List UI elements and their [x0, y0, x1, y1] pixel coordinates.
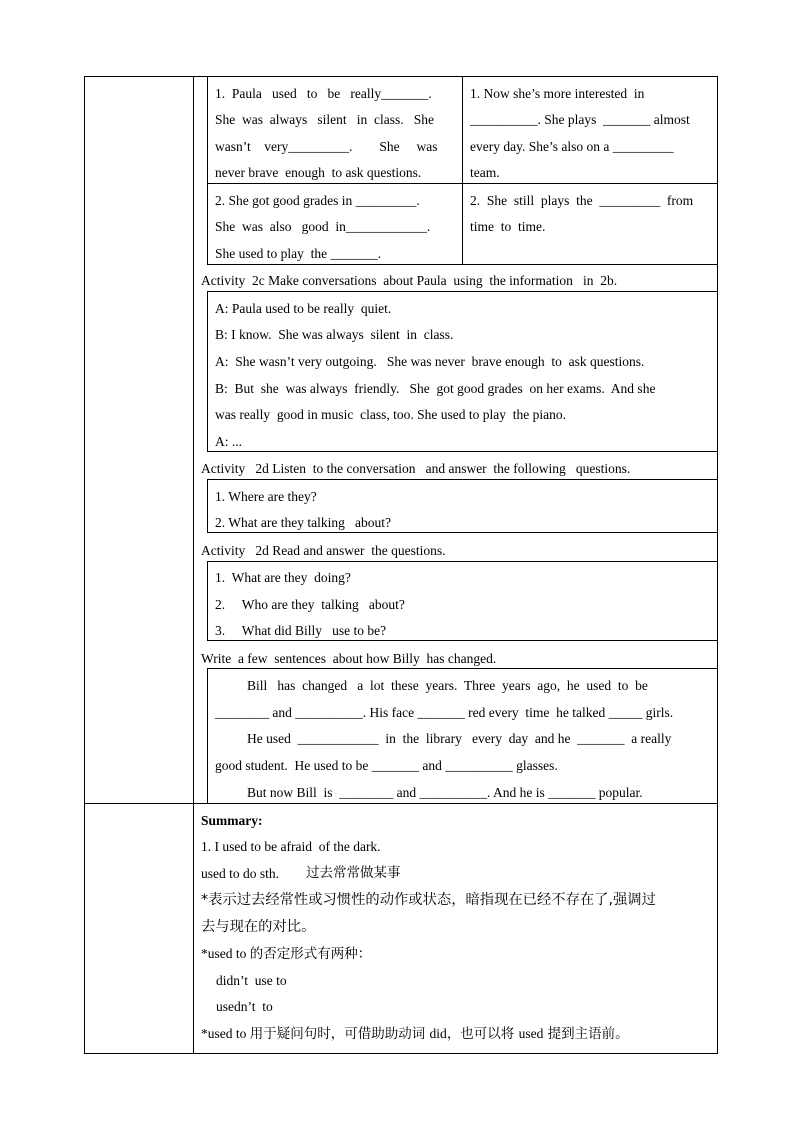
write-line: ________ and __________. His face _______ red every time he talked _____ girls.: [215, 705, 674, 720]
activity-2d-read-question: 2. Who are they talking about?: [215, 597, 405, 612]
activity-2d-listen-heading: Activity 2d Listen to the conversation and answer the following questions.: [201, 461, 631, 476]
write-line: Bill has changed a lot these years. Three years ago, he used to be: [247, 678, 648, 693]
table-2b-r1-left-line3: wasn’t very_________. She was: [215, 139, 438, 154]
summary-line7-c: did: [429, 1026, 447, 1041]
table-2b-r1-left-line2: She was always silent in class. She: [215, 112, 434, 127]
outer-right-border: [717, 76, 718, 1054]
table-2b-r1-left-line4: never brave enough to ask questions.: [215, 165, 422, 180]
summary-line7-b: 用于疑问句时，可借助助动词: [249, 1026, 430, 1042]
summary-line4-prefix: *used to: [201, 946, 250, 961]
outer-col-divider: [193, 76, 194, 1054]
table-2b-r2-right-line2: time to time.: [470, 219, 546, 234]
activity-2d-read-question: 3. What did Billy use to be?: [215, 623, 387, 638]
summary-line7-a: *used to: [201, 1026, 250, 1041]
summary-line7-d: ，也可以将: [446, 1026, 519, 1042]
summary-line1: 1. I used to be afraid of the dark.: [201, 839, 381, 854]
write-line: good student. He used to be _______ and __________ glasses.: [215, 758, 558, 773]
activity-2c-heading: Activity 2c Make conversations about Paula using the information in 2b.: [201, 273, 618, 288]
summary-line4: [201, 946, 371, 962]
table-2b-r1-right-line3: every day. She’s also on a _________: [470, 139, 674, 154]
summary-neg1: didn’t use to: [216, 973, 287, 988]
table-2b-r1-right-line1: 1. Now she’s more interested in: [470, 86, 645, 101]
table-2b-r1-left-line1: 1. Paula used to be really_______.: [215, 86, 432, 101]
summary-line3a: *表示过去经常性或习惯性的动作或状态，暗指现在已经不存在了,强调过: [201, 892, 656, 908]
activity-2c-line: A: She wasn’t very outgoing. She was never brave enough to ask questions.: [215, 354, 645, 369]
summary-line7-f: 提到主语前。: [543, 1026, 629, 1042]
activity-2d-read-heading: Activity 2d Read and answer the questions.: [201, 543, 446, 558]
activity-2c-line: B: I know. She was always silent in class.: [215, 327, 454, 342]
write-heading: Write a few sentences about how Billy has changed.: [201, 651, 497, 666]
table-2b-r1-right-line4: team.: [470, 165, 500, 180]
summary-title: Summary:: [201, 813, 263, 828]
outer-bottom-border: [84, 1053, 718, 1054]
table-2b-r2-left-line1: 2. She got good grades in _________.: [215, 193, 420, 208]
table-2b-r1-right-line2: __________. She plays _______ almost: [470, 112, 690, 127]
table-2b-r2-left-line2: She was also good in____________.: [215, 219, 431, 234]
write-line: He used ____________ in the library every day and he _______ a really: [247, 731, 672, 746]
summary-line2-en: used to do sth.: [201, 866, 280, 881]
activity-2c-line: B: But she was always friendly. She got good grades on her exams. And she: [215, 381, 656, 396]
activity-2c-line: A: ...: [215, 434, 242, 449]
activity-2d-read-question: 1. What are they doing?: [215, 570, 351, 585]
activity-2d-listen-question: 2. What are they talking about?: [215, 515, 391, 530]
table-2b-r2-left-line3: She used to play the _______.: [215, 246, 382, 261]
summary-line7-e: used: [518, 1026, 544, 1041]
summary-line3b: 去与现在的对比。: [201, 919, 316, 935]
summary-neg2: usedn’t to: [216, 999, 273, 1014]
summary-line7: [201, 1026, 629, 1042]
outer-left-border: [84, 76, 85, 1054]
write-line: But now Bill is ________ and __________. And he is _______ popular.: [247, 785, 643, 800]
summary-line4-cn: 的否定形式有两种：: [249, 946, 372, 962]
activity-2c-line: A: Paula used to be really quiet.: [215, 301, 392, 316]
table-2b-r2-right-line1: 2. She still plays the _________ from: [470, 193, 694, 208]
activity-2d-listen-question: 1. Where are they?: [215, 489, 317, 504]
summary-line2-cn: 过去常常做某事: [306, 865, 401, 881]
activity-2c-line: was really good in music class, too. She used to play the piano.: [215, 407, 566, 422]
